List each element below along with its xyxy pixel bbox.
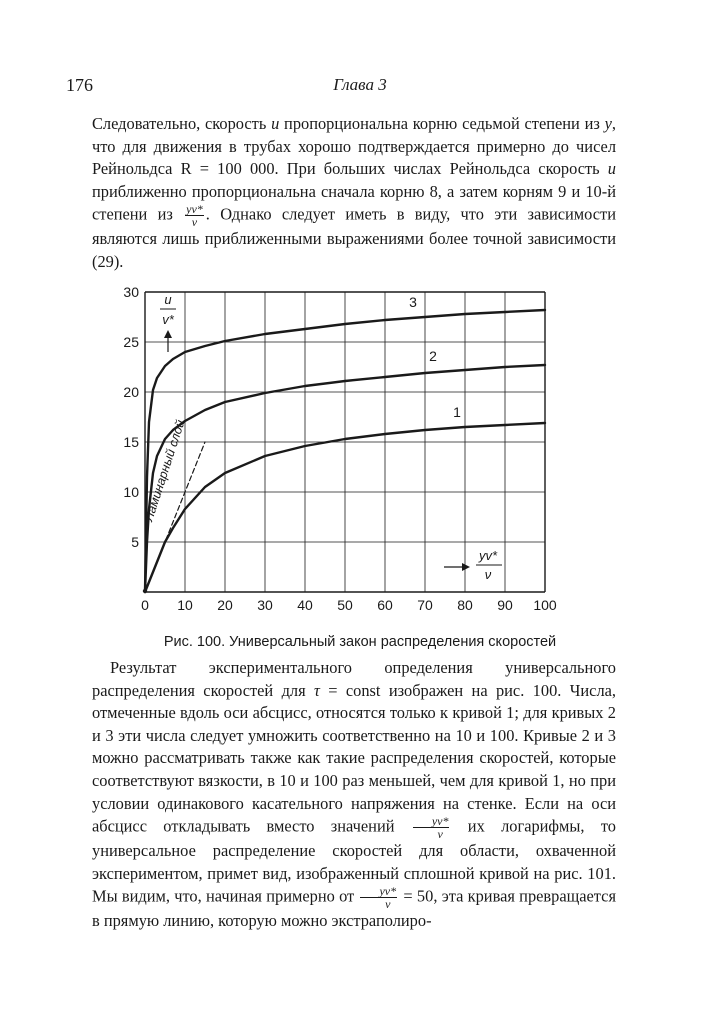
y-tick-label: 30 <box>123 284 139 300</box>
paragraph-1 <box>92 113 616 274</box>
page-header <box>66 75 654 99</box>
x-tick-label: 60 <box>377 597 393 612</box>
fraction <box>360 885 397 910</box>
x-axis-label-denominator: ν <box>484 567 492 582</box>
text-run: Следовательно, скорость <box>92 114 272 133</box>
var-y: y <box>604 114 612 133</box>
y-axis-label-denominator: v* <box>162 312 174 327</box>
y-axis-label-numerator: u <box>164 292 172 307</box>
x-axis-label-numerator: yv* <box>478 548 498 563</box>
laminar-layer-label: Ламинарный слой <box>141 418 188 523</box>
x-tick-label: 90 <box>497 597 513 612</box>
paragraph-2 <box>92 657 616 933</box>
y-tick-label: 20 <box>123 384 139 400</box>
curve-label-1: 1 <box>453 404 461 420</box>
curve-label-2: 2 <box>429 348 437 364</box>
text-run: = const изображен на рис. 100. Числа, отмеченные вдоль оси абсцисс, относятся только к кривой 1; для кривых 2 и 3 эти числа следует умножить соответственно на 10 и 100. Кривые 2 и 3 можно рассматривать также как такие распределения скоростей, которые соответствуют вязкости, в 10 и 100 раз меньшей, чем для кривой 1, но при условии одинакового касательного напряжения на стенке. Если на оси абсцисс откладывать вместо значений <box>92 680 616 836</box>
x-tick-label: 30 <box>257 597 273 612</box>
x-tick-label: 10 <box>177 597 193 612</box>
var-tau: τ <box>314 680 320 700</box>
fraction <box>413 815 450 840</box>
y-tick-label: 5 <box>131 534 139 550</box>
x-tick-label: 80 <box>457 597 473 612</box>
x-tick-label: 100 <box>533 597 557 612</box>
x-axis-arrow-head <box>462 563 470 571</box>
fraction-numerator: yv* <box>360 885 397 898</box>
y-tick-label: 15 <box>123 434 139 450</box>
text-run: Результат экспериментального определения универсального распределения скоростей для <box>92 658 616 700</box>
text-run: их логарифмы, то универсальное распределение скоростей для области, охваченной экспериментом, примет вид, изображенный сплошной кривой на рис. 101. Мы видим, что, начиная примерно от <box>92 816 616 906</box>
text-run: пропорциональна корню седьмой степени из <box>279 114 605 133</box>
origin-point <box>143 589 147 593</box>
var-u: u <box>271 114 280 133</box>
text-run: , что для движения в трубах хорошо подтверждается примерно до чисел Рейнольдса R = 100 000. При больших числах Рейнольдса скорость <box>92 114 616 179</box>
chapter-title: Глава 3 <box>333 75 387 94</box>
x-tick-label: 0 <box>141 597 149 612</box>
x-tick-label: 50 <box>337 597 353 612</box>
fraction-denominator: ν <box>437 827 443 842</box>
y-axis-arrow-head <box>164 330 172 338</box>
x-tick-label: 20 <box>217 597 233 612</box>
fraction-numerator: yv* <box>413 815 450 828</box>
velocity-chart <box>110 282 580 612</box>
curve-label-3: 3 <box>409 294 417 310</box>
velocity-distribution-figure <box>110 282 580 612</box>
text-run: . Однако следует иметь в виду, что эти зависимости являются лишь приближенными выражениями более точной зависимости (29). <box>92 204 616 271</box>
page-number: 176 <box>66 75 93 95</box>
fraction-denominator: ν <box>191 215 198 230</box>
y-tick-label: 25 <box>123 334 139 350</box>
x-tick-label: 70 <box>417 597 433 612</box>
fraction-denominator: ν <box>385 897 391 912</box>
text-run: = 50, эта кривая превращается в прямую линию, которую можно экстраполиро- <box>92 886 616 931</box>
fraction-numerator: yv* <box>186 202 203 217</box>
text-run: приближенно пропорциональна сначала корню 8, а затем корням 9 и 10-й степени из <box>92 181 616 224</box>
y-tick-label: 10 <box>123 484 139 500</box>
x-tick-label: 40 <box>297 597 313 612</box>
figure-caption: Рис. 100. Универсальный закон распределения скоростей <box>163 634 557 650</box>
chart-labels <box>141 292 502 582</box>
var-u: u <box>607 159 616 179</box>
fraction <box>185 203 204 228</box>
